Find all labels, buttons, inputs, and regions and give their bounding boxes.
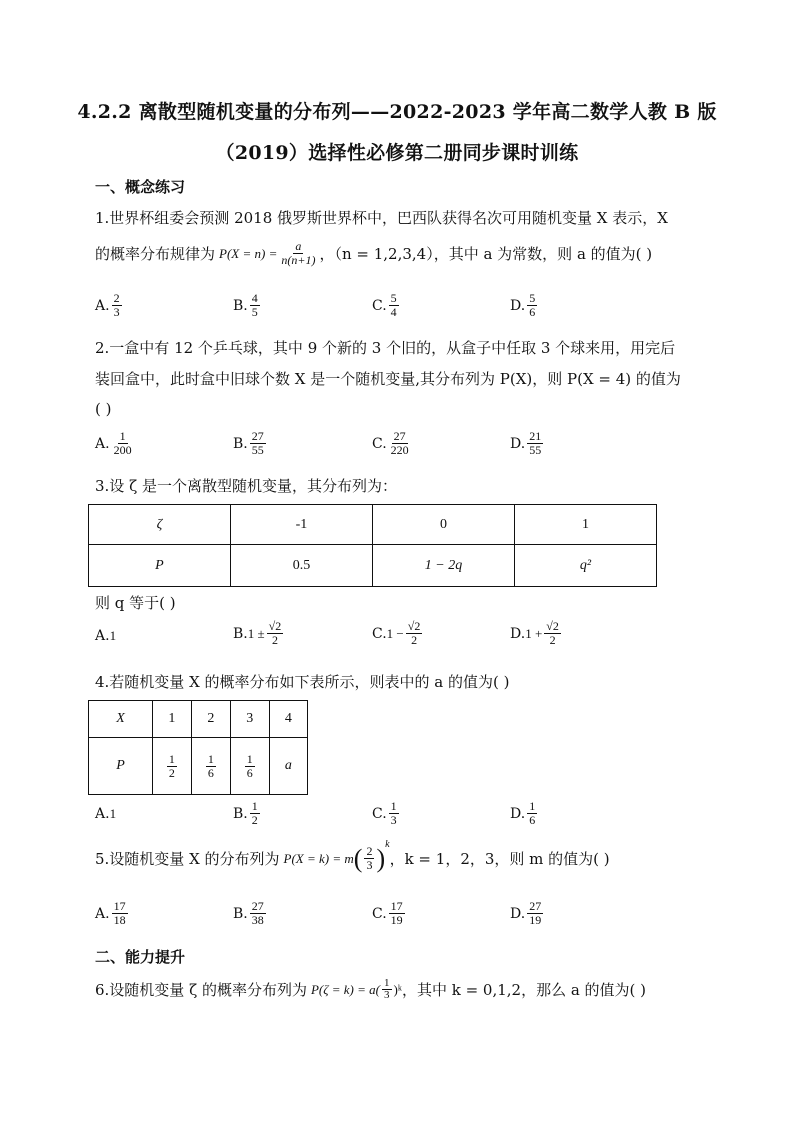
question-6-line1: 6.设随机变量 ζ 的概率分布列为 P(ζ = k) = a( $\frac{1}{3}$ )ᵏ ，其中 k = 0,1,2，那么 a 的值为( ): [95, 977, 647, 1001]
q4-option-d[interactable]: D. $\frac{1}{6}$: [510, 799, 536, 827]
q4-table-cell: 2: [191, 701, 230, 738]
q2-option-c[interactable]: C. $\frac{27}{220}$: [372, 429, 409, 457]
question-2-line2: 装回盒中，此时盒中旧球个数 X 是一个随机变量,其分布列为 P(X)，则 P(X = 4) 的值为: [95, 370, 681, 388]
q3-option-d[interactable]: D. 1 + $\frac{√2}{2}$: [510, 619, 559, 647]
q4-option-a[interactable]: A. 1: [95, 806, 117, 822]
q5-paren-left: (: [353, 843, 363, 873]
q3-table-cell: 0.5: [230, 545, 372, 587]
q5-option-b[interactable]: B. $\frac{27}{38}$: [233, 899, 264, 927]
q3-option-a[interactable]: A. 1: [95, 628, 117, 644]
q4-distribution-table: [88, 700, 308, 795]
q3-distribution-table: [88, 504, 657, 587]
q5-option-a[interactable]: A. $\frac{17}{18}$: [95, 899, 126, 927]
q2-option-d[interactable]: D. $\frac{21}{55}$: [510, 429, 542, 457]
q4-table-cell: $\frac{1}{6}$: [191, 738, 230, 795]
q4-table-cell: 3: [230, 701, 269, 738]
question-2-line3: ( ): [95, 400, 112, 418]
q1-option-a[interactable]: A. $\frac{2}{3}$: [95, 291, 120, 319]
q4-table-cell: 4: [269, 701, 307, 738]
q4-option-b[interactable]: B. $\frac{1}{2}$: [233, 799, 258, 827]
q2-option-a[interactable]: A. $\frac{1}{200}$: [95, 429, 132, 457]
q3-table-head-p: P: [89, 545, 231, 587]
q4-table-cell: $\frac{1}{6}$: [230, 738, 269, 795]
q6-formula: P(ζ = k) = a(: [310, 981, 380, 997]
q3-option-b[interactable]: B. 1 ± $\frac{√2}{2}$: [233, 619, 282, 647]
question-3-line1: 3.设 ζ 是一个离散型随机变量，其分布列为：: [95, 477, 397, 495]
question-4-line1: 4.若随机变量 X 的概率分布如下表所示，则表中的 a 的值为( ): [95, 673, 510, 691]
q4-option-c[interactable]: C. $\frac{1}{3}$: [372, 799, 397, 827]
q1-option-c[interactable]: C. $\frac{5}{4}$: [372, 291, 397, 319]
q3-table-cell: -1: [230, 505, 372, 545]
q5-option-c[interactable]: C. $\frac{17}{19}$: [372, 899, 403, 927]
question-2-line1: 2.一盒中有 12 个乒乓球，其中 9 个新的 3 个旧的，从盒子中任取 3 个球来用，用完后: [95, 339, 676, 357]
q4-table-cell: $\frac{1}{2}$: [152, 738, 191, 795]
q5-paren-right: ): [376, 843, 386, 873]
question-1-line2: 的概率分布规律为 P(X = n) = $\frac{a}{n(n+1)}$ ，（n = 1,2,3,4），其中 a 为常数，则 a 的值为( ): [95, 239, 653, 267]
q1-option-b[interactable]: B. $\frac{4}{5}$: [233, 291, 258, 319]
document-title-line2: （2019）选择性必修第二册同步课时训练: [215, 142, 579, 164]
question-1-line1: 1.世界杯组委会预测 2018 俄罗斯世界杯中，巴西队获得名次可用随机变量 X 表示，X: [95, 209, 668, 227]
q1-formula-fraction: $\frac{a}{n(n+1)}$: [281, 239, 316, 267]
section-heading-concept: 一、概念练习: [95, 178, 186, 196]
q5-option-d[interactable]: D. $\frac{27}{19}$: [510, 899, 542, 927]
q3-table-cell: 0: [372, 505, 514, 545]
q3-table-cell: 1: [515, 505, 657, 545]
q5-fraction: $\frac{2}{3}$: [366, 844, 373, 872]
section-heading-ability: 二、能力提升: [95, 948, 186, 966]
q4-table-head-x: X: [89, 701, 153, 738]
q4-table-cell: 1: [152, 701, 191, 738]
q1-option-d[interactable]: D. $\frac{5}{6}$: [510, 291, 536, 319]
question-5-line1: 5.设随机变量 X 的分布列为 P(X = k) = m ( $\frac{2}{3}$ ) k ，k = 1，2，3，则 m 的值为( ): [95, 839, 610, 873]
document-title-line1: 4.2.2 离散型随机变量的分布列——2022-2023 学年高二数学人教 B 版: [77, 101, 717, 123]
q2-option-b[interactable]: B. $\frac{27}{55}$: [233, 429, 264, 457]
q4-table-cell: a: [269, 738, 307, 795]
q6-fraction: $\frac{1}{3}$: [384, 977, 390, 1001]
q6-exponent: )ᵏ: [393, 981, 402, 997]
q3-table-head-zeta: ζ: [89, 505, 231, 545]
q5-formula: P(X = k) = m: [283, 850, 354, 866]
q1-formula-lhs: P(X = n) =: [219, 245, 278, 261]
q4-table-head-p: P: [89, 738, 153, 795]
q5-exponent: k: [385, 839, 390, 850]
q3-table-cell: q²: [515, 545, 657, 587]
q3-table-cell: 1 − 2q: [372, 545, 514, 587]
question-3-after: 则 q 等于( ): [95, 594, 176, 612]
q3-option-c[interactable]: C. 1 − $\frac{√2}{2}$: [372, 619, 421, 647]
